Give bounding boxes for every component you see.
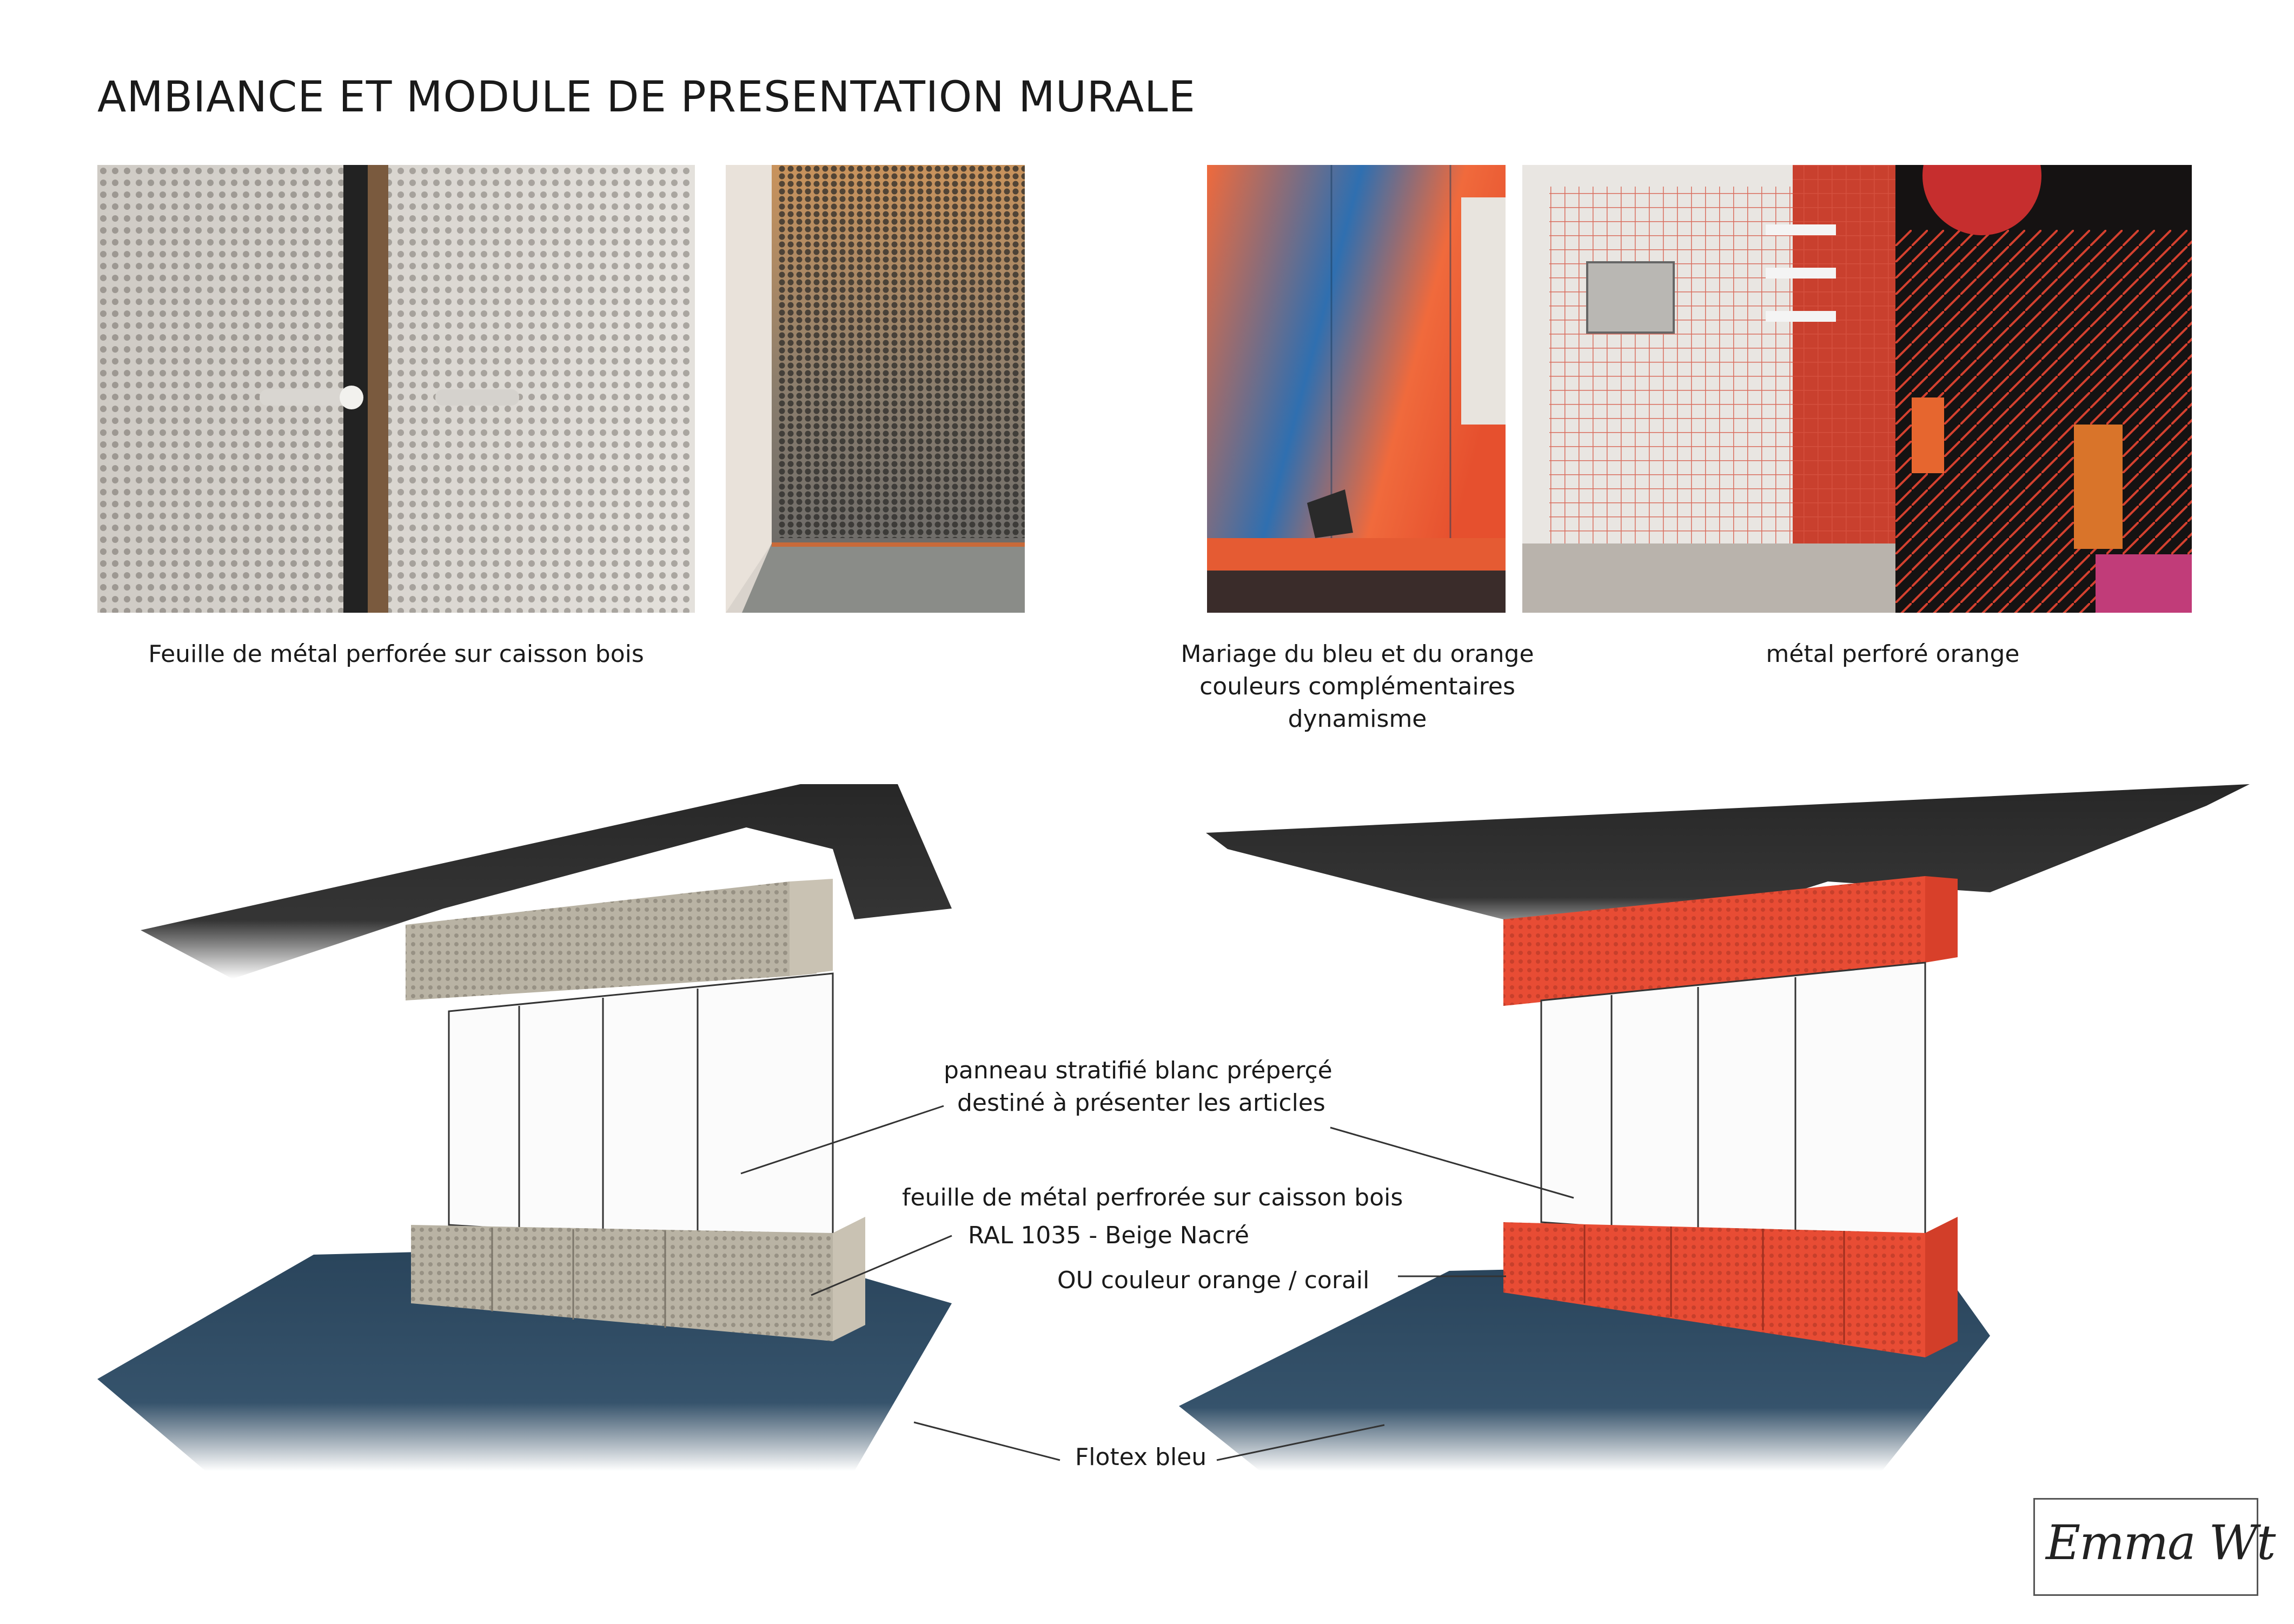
- photo-caption-colors-1: Mariage du bleu et du orange: [1181, 640, 1534, 668]
- photo-caption-orange-metal: métal perforé orange: [1766, 640, 2020, 668]
- signature-logo: [2033, 1498, 2275, 1596]
- orange-module-render: [1179, 784, 2260, 1476]
- page-title: AMBIANCE ET MODULE DE PRESENTATION MURALE: [97, 73, 1196, 122]
- orange-metal-grid-store-photo: [1522, 165, 2192, 613]
- annotation-metal-line1: feuille de métal perfrorée sur caisson bois: [902, 1184, 1403, 1211]
- blue-orange-wall-photo: [1207, 165, 1506, 613]
- annotation-metal-line2: RAL 1035 - Beige Nacré: [968, 1222, 1249, 1249]
- annotation-floor: Flotex bleu: [1075, 1443, 1207, 1471]
- signature-text: Emma Wt: [2046, 1515, 2275, 1570]
- annotation-orange-option: OU couleur orange / corail: [1057, 1267, 1370, 1294]
- perforated-cabinet-doors-photo: [97, 165, 695, 613]
- annotation-panel-line2: destiné à présenter les articles: [957, 1089, 1325, 1117]
- photo-caption-colors-3: dynamisme: [1288, 705, 1427, 733]
- annotation-panel-line1: panneau stratifié blanc préperçé: [944, 1057, 1332, 1084]
- perforated-metal-closeup-photo: [726, 165, 1025, 613]
- photo-caption-metal-sheet: Feuille de métal perforée sur caisson bois: [148, 640, 644, 668]
- photo-caption-colors-2: couleurs complémentaires: [1199, 673, 1515, 700]
- beige-module-render: [97, 784, 1125, 1476]
